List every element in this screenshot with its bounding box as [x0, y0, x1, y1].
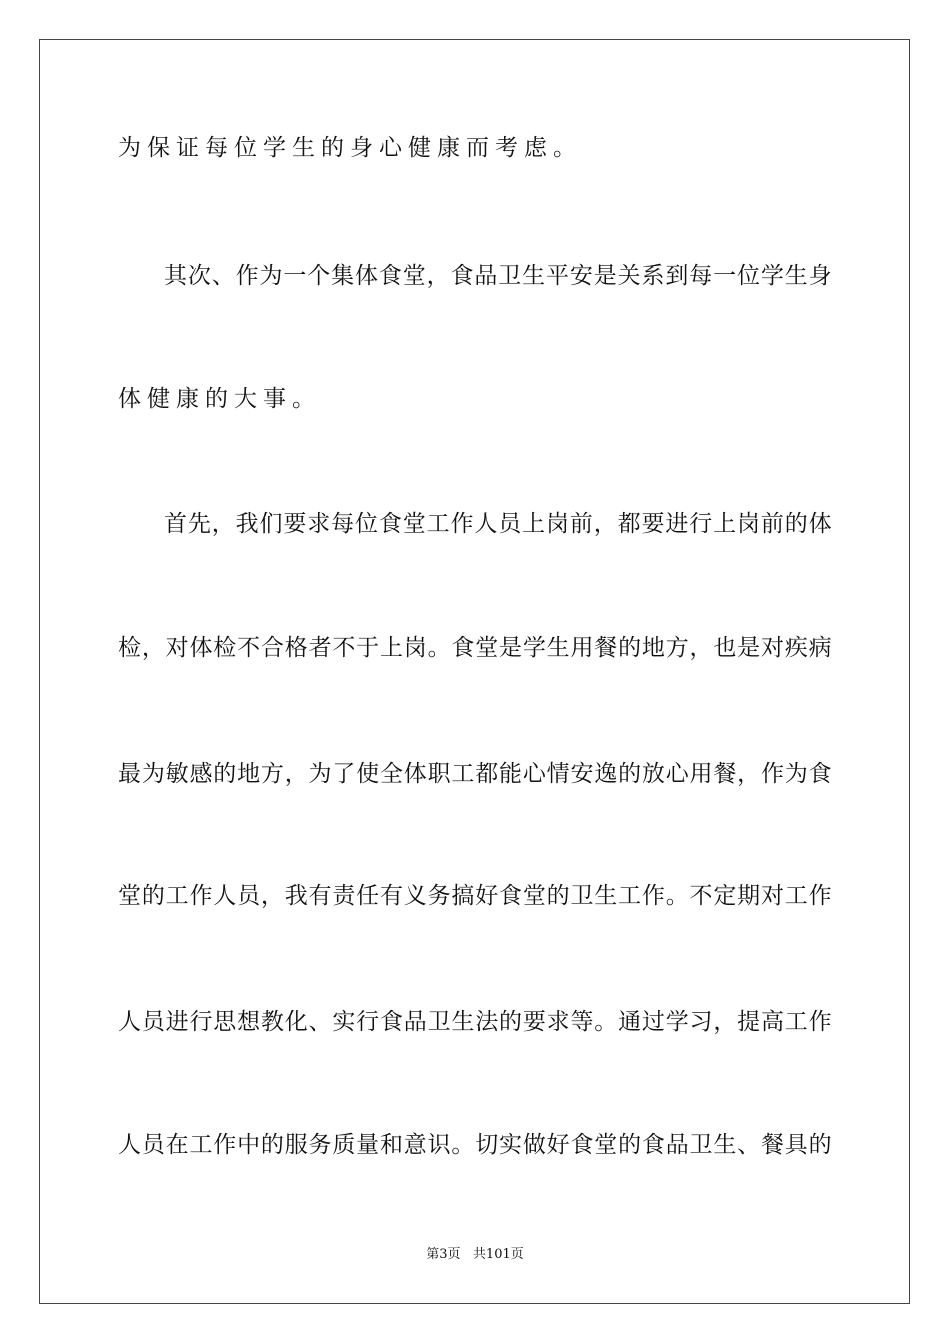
- text-line-4: 首 先 ， 我 们 要 求 每 位 食 堂 工 作 人 员 上 岗 前 ， 都 要 进 行 上 岗 前 的 体: [164, 511, 832, 537]
- page-number: 第3页: [426, 1247, 461, 1262]
- text-line-6: 最 为 敏 感 的 地 方 ， 为 了 使 全 体 职 工 都 能 心 情 安 逸 的 放 心 用 餐 ， 作 为 食: [118, 761, 832, 787]
- text-line-3: 体健康的大事。: [118, 386, 321, 412]
- page-footer: [0, 1246, 950, 1264]
- page-total: 共101页: [472, 1247, 524, 1262]
- text-line-2: 其 次 、 作 为 一 个 集 体 食 堂 ， 食 品 卫 生 平 安 是 关 系 到 每 一 位 学 生 身: [164, 263, 832, 289]
- text-line-9: 人 员 在 工 作 中 的 服 务 质 量 和 意 识 。 切 实 做 好 食 堂 的 食 品 卫 生 、 餐 具 的: [118, 1132, 832, 1158]
- text-line-8: 人 员 进 行 思 想 教 化 、 实 行 食 品 卫 生 法 的 要 求 等 。 通 过 学 习 ， 提 高 工 作: [118, 1009, 832, 1035]
- text-line-1: 为保证每位学生的身心健康而考虑。: [118, 135, 582, 161]
- page-border: [39, 39, 910, 1304]
- text-line-5: 检 ， 对 体 检 不 合 格 者 不 于 上 岗 。 食 堂 是 学 生 用 餐 的 地 方 ， 也 是 对 疾 病: [118, 635, 832, 661]
- text-line-7: 堂 的 工 作 人 员 ， 我 有 责 任 有 义 务 搞 好 食 堂 的 卫 生 工 作 。 不 定 期 对 工 作: [118, 883, 832, 909]
